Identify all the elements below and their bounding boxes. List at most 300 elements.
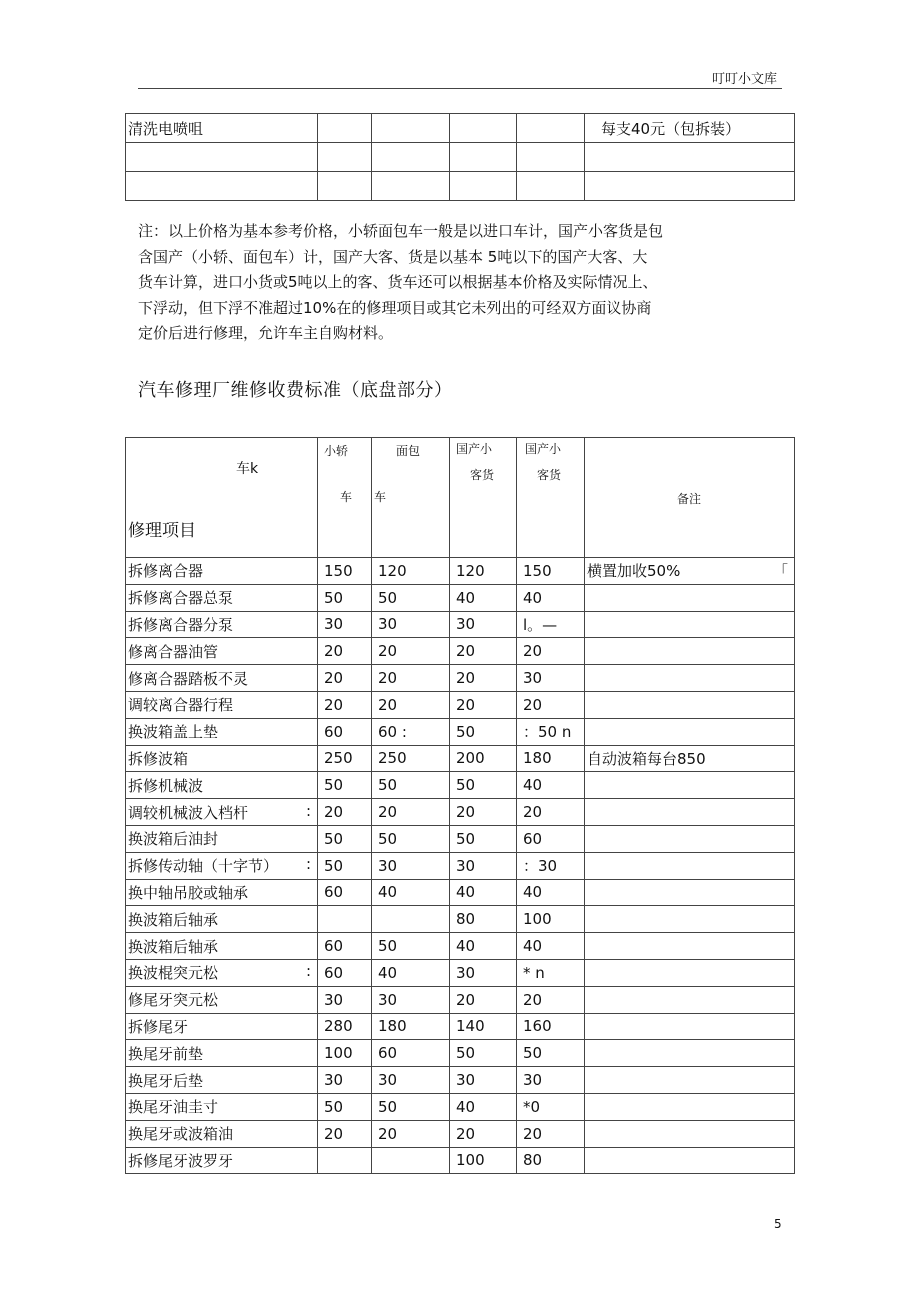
price-value: 20 [523, 695, 543, 714]
price-value: 20 [456, 642, 476, 661]
price-value: 150 [523, 561, 552, 580]
price-value: 60 [324, 722, 344, 741]
price-value: 30 [456, 856, 476, 875]
header-van [372, 438, 450, 558]
table-cell [372, 799, 450, 826]
table-row [126, 772, 795, 799]
table-cell [126, 584, 318, 611]
table-cell [585, 718, 795, 745]
repair-item: 修离合器踏板不灵 [128, 669, 249, 688]
table-cell [318, 691, 372, 718]
price-value: *0 [523, 1097, 541, 1116]
table-row [126, 799, 795, 826]
price-value: 50 [378, 1097, 398, 1116]
table-cell [517, 114, 585, 143]
table-cell [126, 1120, 318, 1147]
table-cell [372, 1120, 450, 1147]
table-row [126, 114, 795, 143]
price-value: 40 [378, 963, 398, 982]
table-cell [517, 1120, 585, 1147]
header-sedan [318, 438, 372, 558]
table-cell [517, 1040, 585, 1067]
table-cell [372, 745, 450, 772]
table-cell [318, 1067, 372, 1094]
table-cell [450, 611, 517, 638]
header-domestic-small-2 [517, 438, 585, 558]
table-row [126, 1120, 795, 1147]
table-cell [126, 665, 318, 692]
table-cell [450, 933, 517, 960]
table-cell [372, 584, 450, 611]
price-value: 20 [456, 1124, 476, 1143]
table-cell [450, 799, 517, 826]
price-value: 50 [378, 776, 398, 795]
price-value: 20 [456, 669, 476, 688]
table-row [126, 933, 795, 960]
table-cell [126, 959, 318, 986]
price-value: 40 [456, 883, 476, 902]
price-value: 50 [456, 829, 476, 848]
price-value: 40 [456, 588, 476, 607]
table-cell [318, 718, 372, 745]
table-row [126, 1147, 795, 1174]
table-cell [450, 825, 517, 852]
table-cell [585, 638, 795, 665]
price-value: 30 [324, 615, 344, 634]
table-cell [318, 745, 372, 772]
header-van-line2: 车 [374, 490, 387, 504]
table-row [126, 1013, 795, 1040]
table-cell [372, 665, 450, 692]
price-value: 250 [324, 749, 353, 768]
table-cell [318, 959, 372, 986]
table-cell [126, 772, 318, 799]
price-value: 100 [324, 1044, 353, 1063]
page-number: 5 [774, 1217, 782, 1231]
header-sedan-line1: 小轿 [324, 444, 349, 458]
table-cell [126, 906, 318, 933]
table-row [126, 879, 795, 906]
price-value: 20 [378, 695, 398, 714]
price-value: 30 [456, 963, 476, 982]
table-cell [318, 986, 372, 1013]
table-cell [450, 1093, 517, 1120]
table-cell [517, 638, 585, 665]
repair-item: 换尾牙或波箱油 [128, 1125, 234, 1144]
table-cell [517, 1067, 585, 1094]
table-row [126, 852, 795, 879]
repair-item: 换波箱盖上垫 [128, 723, 219, 742]
price-value: 50 [378, 588, 398, 607]
price-value: 50 [324, 829, 344, 848]
price-value: 20 [378, 803, 398, 822]
table-cell [126, 638, 318, 665]
table-cell [517, 799, 585, 826]
price-value: 180 [378, 1017, 407, 1036]
table-cell [372, 611, 450, 638]
table-cell [585, 933, 795, 960]
table-cell [585, 1040, 795, 1067]
repair-item: 拆修尾牙波罗牙 [128, 1151, 234, 1170]
table-cell [318, 1147, 372, 1174]
table-cell [517, 558, 585, 585]
price-value: 20 [456, 990, 476, 1009]
table-cell [585, 772, 795, 799]
table-row [126, 825, 795, 852]
table-cell [450, 718, 517, 745]
repair-item: 换中轴吊胶或轴承 [128, 883, 249, 902]
table-cell [517, 933, 585, 960]
header-domestic-line1: 国产小 [456, 442, 493, 456]
table-cell [450, 772, 517, 799]
repair-item: 换尾牙前垫 [128, 1044, 204, 1063]
price-value: 50 [324, 1097, 344, 1116]
table-cell [126, 1093, 318, 1120]
table-cell [372, 1147, 450, 1174]
price-value: 60 [324, 963, 344, 982]
price-value: 20 [324, 669, 344, 688]
table-cell [372, 638, 450, 665]
price-value: 40 [456, 937, 476, 956]
note-line: 含国产（小轿、面包车）计，国产大客、货是以基本 5吨以下的国产大客、大 [138, 247, 648, 266]
table-cell [450, 1040, 517, 1067]
table-cell [126, 558, 318, 585]
header-remark-label: 备注 [677, 492, 702, 506]
price-note [138, 219, 758, 347]
price-value: 50 [456, 1044, 476, 1063]
table-cell [585, 986, 795, 1013]
price-value: 40 [523, 588, 543, 607]
repair-item: 换波箱后轴承 [128, 937, 219, 956]
price-value: 80 [456, 910, 476, 929]
scan-mark: : [305, 855, 311, 874]
table-cell [372, 1093, 450, 1120]
price-value: 30 [378, 615, 398, 634]
price-value: 200 [456, 749, 485, 768]
table-cell [126, 718, 318, 745]
table-cell [517, 852, 585, 879]
remark-value: 横置加收50% [587, 562, 681, 581]
price-value: 60 [324, 937, 344, 956]
price-value: 50 [378, 829, 398, 848]
table-cell [450, 143, 517, 172]
repair-item: 修离合器油管 [128, 642, 219, 661]
repair-item: 换波棍突元松 [128, 964, 219, 983]
table-row [126, 986, 795, 1013]
table-cell [126, 879, 318, 906]
table-row [126, 1040, 795, 1067]
header-domestic2-line1: 国产小 [525, 442, 562, 456]
table-cell [318, 611, 372, 638]
repair-item: 换尾牙后垫 [128, 1071, 204, 1090]
repair-item: 换尾牙油圭寸 [128, 1098, 219, 1117]
price-value: 50 [324, 856, 344, 875]
price-value: 30 [324, 990, 344, 1009]
table-cell [517, 665, 585, 692]
header-remark [585, 438, 795, 558]
table-cell [372, 172, 450, 201]
price-value: 50 [324, 588, 344, 607]
table-cell [126, 1040, 318, 1067]
price-value: 30 [324, 1071, 344, 1090]
note-line: 注：以上价格为基本参考价格，小轿面包车一般是以进口车计，国产小客货是包 [138, 222, 664, 240]
table-cell [372, 114, 450, 143]
repair-item: 拆修离合器总泵 [128, 589, 234, 608]
price-value: 40 [456, 1097, 476, 1116]
price-value: 60 [324, 883, 344, 902]
table-cell [585, 1067, 795, 1094]
price-value: * n [523, 963, 545, 982]
chassis-price-table [125, 437, 795, 1174]
table-cell [585, 745, 795, 772]
header-van-line1: 面包 [396, 444, 421, 458]
price-value: l。— [523, 615, 558, 634]
table-cell [585, 1120, 795, 1147]
table-cell [585, 852, 795, 879]
table-cell [372, 1040, 450, 1067]
table-cell: 每支40元（包拆装） [585, 114, 795, 143]
table-cell [585, 959, 795, 986]
table-cell [372, 906, 450, 933]
table-row [126, 665, 795, 692]
repair-item: 修尾牙突元松 [128, 991, 219, 1010]
table-header-row [126, 438, 795, 558]
price-value: 20 [456, 695, 476, 714]
table-cell [318, 799, 372, 826]
water-service-table [125, 113, 795, 201]
price-value: 180 [523, 749, 552, 768]
table-cell [585, 691, 795, 718]
table-cell [318, 558, 372, 585]
table-cell [517, 1013, 585, 1040]
price-value: 50 [324, 776, 344, 795]
price-value: 30 [378, 990, 398, 1009]
table-row [126, 172, 795, 201]
price-value: 120 [456, 561, 485, 580]
repair-item: 调较机械波入档杆 [128, 803, 249, 822]
table-row [126, 745, 795, 772]
table-cell [585, 1093, 795, 1120]
table-cell [318, 772, 372, 799]
price-value: 20 [523, 1124, 543, 1143]
price-value: 20 [456, 803, 476, 822]
price-value: 20 [523, 642, 543, 661]
table-cell [126, 825, 318, 852]
table-cell [450, 584, 517, 611]
table-cell [517, 745, 585, 772]
repair-item: 拆修离合器 [128, 562, 204, 581]
table-cell [126, 611, 318, 638]
table-cell [372, 959, 450, 986]
table-cell [450, 745, 517, 772]
table-cell [126, 933, 318, 960]
table-cell [450, 852, 517, 879]
price-value: 50 [378, 937, 398, 956]
price-value: 40 [523, 937, 543, 956]
price-value: 30 [378, 1071, 398, 1090]
table-cell [372, 691, 450, 718]
price-value: 60 [523, 829, 543, 848]
repair-item: 调较离合器行程 [128, 696, 234, 715]
section-title: 汽车修理厂维修收费标准（底盘部分） [138, 380, 453, 401]
price-value: 50 [523, 1044, 543, 1063]
table-cell [372, 718, 450, 745]
table-cell [450, 906, 517, 933]
table-cell [450, 879, 517, 906]
table-cell [318, 1013, 372, 1040]
table-cell [450, 665, 517, 692]
table-cell [585, 665, 795, 692]
price-value: 20 [378, 669, 398, 688]
table-cell [126, 799, 318, 826]
table-cell [372, 143, 450, 172]
table-row [126, 1093, 795, 1120]
table-cell [585, 799, 795, 826]
price-value: 20 [523, 803, 543, 822]
table-cell [126, 745, 318, 772]
table-row [126, 906, 795, 933]
scan-mark: 「 [772, 562, 788, 581]
price-value: 50 [456, 776, 476, 795]
table-cell [126, 172, 318, 201]
price-value: 20 [324, 1124, 344, 1143]
table-cell [585, 825, 795, 852]
table-cell [372, 558, 450, 585]
price-value: 20 [324, 642, 344, 661]
table-cell [585, 584, 795, 611]
price-value: 80 [523, 1151, 543, 1170]
table-cell [450, 691, 517, 718]
table-cell [450, 1120, 517, 1147]
price-value: 40 [523, 883, 543, 902]
scan-mark: : [305, 801, 311, 820]
table-cell [126, 143, 318, 172]
header-domestic-small [450, 438, 517, 558]
scan-mark: : [305, 962, 311, 981]
header-rule [138, 88, 782, 89]
price-value: 20 [324, 695, 344, 714]
table-cell [517, 906, 585, 933]
table-cell [585, 1147, 795, 1174]
table-cell [450, 638, 517, 665]
table-row [126, 584, 795, 611]
table-cell [126, 852, 318, 879]
table-cell [517, 718, 585, 745]
price-value: 30 [523, 669, 543, 688]
table-cell [318, 933, 372, 960]
table-cell [372, 933, 450, 960]
table-cell [318, 584, 372, 611]
table-cell [318, 1040, 372, 1067]
table-cell [517, 879, 585, 906]
price-value: 20 [523, 990, 543, 1009]
table-cell [517, 143, 585, 172]
repair-item: 拆修波箱 [128, 749, 189, 768]
table-cell [372, 1067, 450, 1094]
price-value: 250 [378, 749, 407, 768]
table-cell [450, 114, 517, 143]
table-cell [318, 172, 372, 201]
table-cell [517, 986, 585, 1013]
table-cell [585, 879, 795, 906]
table-cell [517, 825, 585, 852]
table-cell [450, 172, 517, 201]
header-domestic2-line2: 客货 [537, 468, 562, 482]
price-value: 140 [456, 1017, 485, 1036]
table-cell [517, 172, 585, 201]
repair-item: 换波箱后轴承 [128, 910, 219, 929]
vehicle-type-label: 车k [236, 461, 259, 477]
table-cell [372, 1013, 450, 1040]
table-cell [318, 665, 372, 692]
repair-item: 换波箱后油封 [128, 830, 219, 849]
table-cell [318, 638, 372, 665]
table-cell [318, 906, 372, 933]
table-cell [585, 906, 795, 933]
table-cell: 清洗电喷咀 [126, 114, 318, 143]
table-cell [372, 986, 450, 1013]
table-cell [517, 1147, 585, 1174]
header-sedan-line2: 车 [340, 490, 353, 504]
repair-item-label: 修理项目 [128, 521, 196, 541]
note-line: 货车计算，进口小货或5吨以上的客、货车还可以根据基本价格及实际情况上、 [138, 273, 658, 291]
table-cell [585, 611, 795, 638]
table-cell [517, 772, 585, 799]
header-corner-cell [126, 438, 318, 558]
table-cell [517, 1093, 585, 1120]
table-cell [126, 691, 318, 718]
table-cell [126, 986, 318, 1013]
table-cell [450, 558, 517, 585]
table-cell [450, 1013, 517, 1040]
price-value: 30 [456, 615, 476, 634]
price-value: 150 [324, 561, 353, 580]
table-cell [372, 852, 450, 879]
table-row [126, 691, 795, 718]
remark-value: 自动波箱每台850 [587, 749, 706, 768]
price-value: 20 [378, 1124, 398, 1143]
table-cell [372, 825, 450, 852]
price-value: 40 [523, 776, 543, 795]
table-cell [450, 959, 517, 986]
table-cell [517, 691, 585, 718]
repair-item: 拆修离合器分泵 [128, 615, 234, 634]
price-value: 60 [378, 1044, 398, 1063]
header-brand: 叮叮小文库 [712, 72, 778, 87]
table-cell [318, 143, 372, 172]
table-cell [126, 1147, 318, 1174]
price-value: 40 [378, 883, 398, 902]
table-row [126, 558, 795, 585]
price-value: 30 [378, 856, 398, 875]
table-row [126, 143, 795, 172]
price-value: ：30 [523, 857, 558, 876]
table-cell [517, 611, 585, 638]
table-cell [585, 558, 795, 585]
header-domestic-line2: 客货 [470, 468, 495, 482]
repair-item: 拆修传动轴（十字节） [128, 857, 279, 876]
price-value: ：50 n [523, 723, 572, 742]
repair-item: 拆修尾牙 [128, 1017, 189, 1036]
price-value: 30 [456, 1071, 476, 1090]
note-line: 下浮动，但下浮不准超过10%在的修理项目或其它未列出的可经双方面议协商 [138, 298, 652, 317]
table-cell [318, 114, 372, 143]
price-value: 20 [324, 803, 344, 822]
price-value: 50 [456, 722, 476, 741]
table-cell [372, 879, 450, 906]
repair-item: 拆修机械波 [128, 776, 204, 795]
table-row [126, 1067, 795, 1094]
